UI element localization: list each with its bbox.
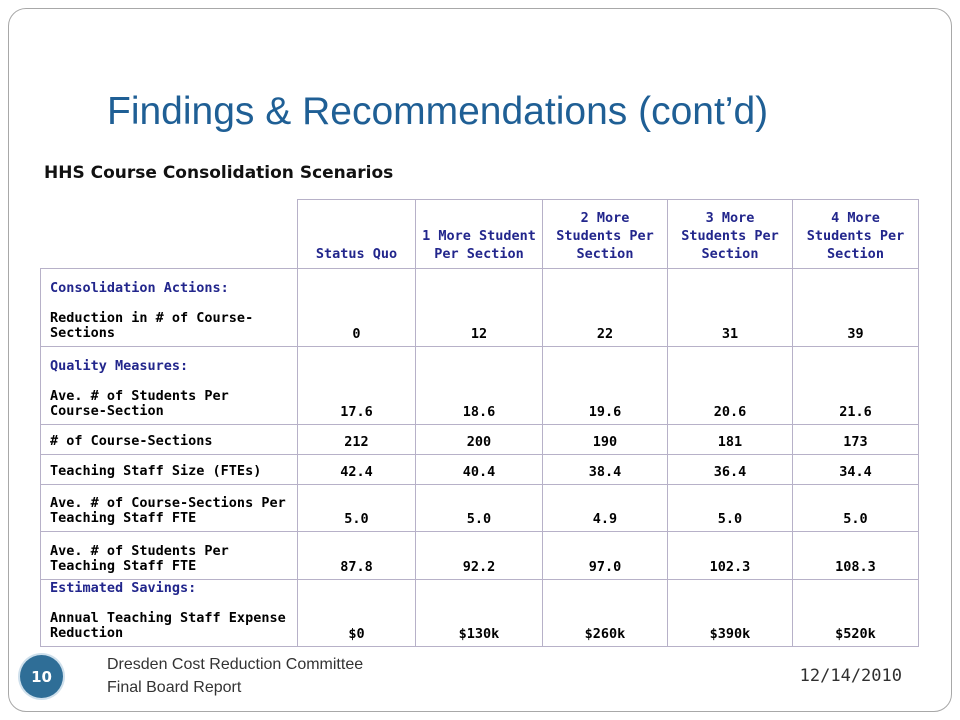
- section-label-savings: Estimated Savings:: [50, 580, 197, 596]
- col-header-plus-2: 2 More Students Per Section: [543, 200, 668, 269]
- table-cell: 102.3: [668, 532, 793, 580]
- table-cell: 42.4: [298, 455, 416, 485]
- table-row: [41, 455, 919, 485]
- row-label-cell: [41, 347, 298, 425]
- table-cell: 190: [543, 425, 668, 455]
- col-header-plus-4: 4 More Students Per Section: [793, 200, 919, 269]
- table-cell: $260k: [543, 580, 668, 647]
- header-row: [41, 200, 919, 269]
- table-cell: 5.0: [793, 485, 919, 532]
- row-label: Reduction in # of Course-Sections: [50, 310, 254, 341]
- table-cell: 200: [416, 425, 543, 455]
- slide-title: Findings & Recommendations (cont’d): [107, 90, 769, 133]
- table-cell: 21.6: [793, 347, 919, 425]
- table-cell: 87.8: [298, 532, 416, 580]
- table-cell: 181: [668, 425, 793, 455]
- table-cell: 18.6: [416, 347, 543, 425]
- footer-org-line1: Dresden Cost Reduction Committee: [107, 656, 364, 673]
- table-cell: 5.0: [416, 485, 543, 532]
- scenarios-table: [40, 199, 919, 647]
- table-row: [41, 425, 919, 455]
- row-label: Ave. # of Course-Sections Per Teaching Staff FTE: [41, 485, 298, 532]
- table-cell: 0: [298, 269, 416, 347]
- table-row: [41, 485, 919, 532]
- row-label: Ave. # of Students Per Course-Section: [50, 388, 229, 419]
- table-cell: $0: [298, 580, 416, 647]
- footer-date: 12/14/2010: [799, 666, 902, 686]
- row-label-cell: [41, 269, 298, 347]
- table-cell: 108.3: [793, 532, 919, 580]
- table-cell: 17.6: [298, 347, 416, 425]
- slide-number-badge: 10: [20, 655, 63, 698]
- table-cell: $390k: [668, 580, 793, 647]
- table-cell: 12: [416, 269, 543, 347]
- table-cell: 38.4: [543, 455, 668, 485]
- table-cell: 97.0: [543, 532, 668, 580]
- table-cell: 22: [543, 269, 668, 347]
- table-cell: 36.4: [668, 455, 793, 485]
- table-cell: $130k: [416, 580, 543, 647]
- table-row: [41, 580, 919, 647]
- col-header-status-quo: Status Quo: [298, 200, 416, 269]
- table-cell: 173: [793, 425, 919, 455]
- footer-org-line2: Final Board Report: [107, 679, 242, 696]
- col-header-plus-1: 1 More Student Per Section: [416, 200, 543, 269]
- table-cell: $520k: [793, 580, 919, 647]
- table-cell: 34.4: [793, 455, 919, 485]
- row-label: Annual Teaching Staff Expense Reduction: [50, 610, 286, 641]
- table-cell: 19.6: [543, 347, 668, 425]
- section-label-consolidation: Consolidation Actions:: [50, 280, 229, 296]
- table-cell: 31: [668, 269, 793, 347]
- table-row: [41, 532, 919, 580]
- table-cell: 4.9: [543, 485, 668, 532]
- table-cell: 40.4: [416, 455, 543, 485]
- header-blank-cell: [41, 200, 298, 269]
- table-cell: 20.6: [668, 347, 793, 425]
- table-cell: 5.0: [298, 485, 416, 532]
- row-label-cell: [41, 580, 298, 647]
- row-label: # of Course-Sections: [41, 425, 298, 455]
- slide-subtitle: HHS Course Consolidation Scenarios: [44, 163, 394, 183]
- table-cell: 92.2: [416, 532, 543, 580]
- table-cell: 39: [793, 269, 919, 347]
- table-cell: 212: [298, 425, 416, 455]
- section-label-quality: Quality Measures:: [50, 358, 189, 374]
- table-cell: 5.0: [668, 485, 793, 532]
- table-row: [41, 269, 919, 347]
- col-header-plus-3: 3 More Students Per Section: [668, 200, 793, 269]
- footer-organization: [107, 653, 363, 699]
- row-label: Ave. # of Students Per Teaching Staff FTE: [41, 532, 298, 580]
- table-row: [41, 347, 919, 425]
- row-label: Teaching Staff Size (FTEs): [41, 455, 298, 485]
